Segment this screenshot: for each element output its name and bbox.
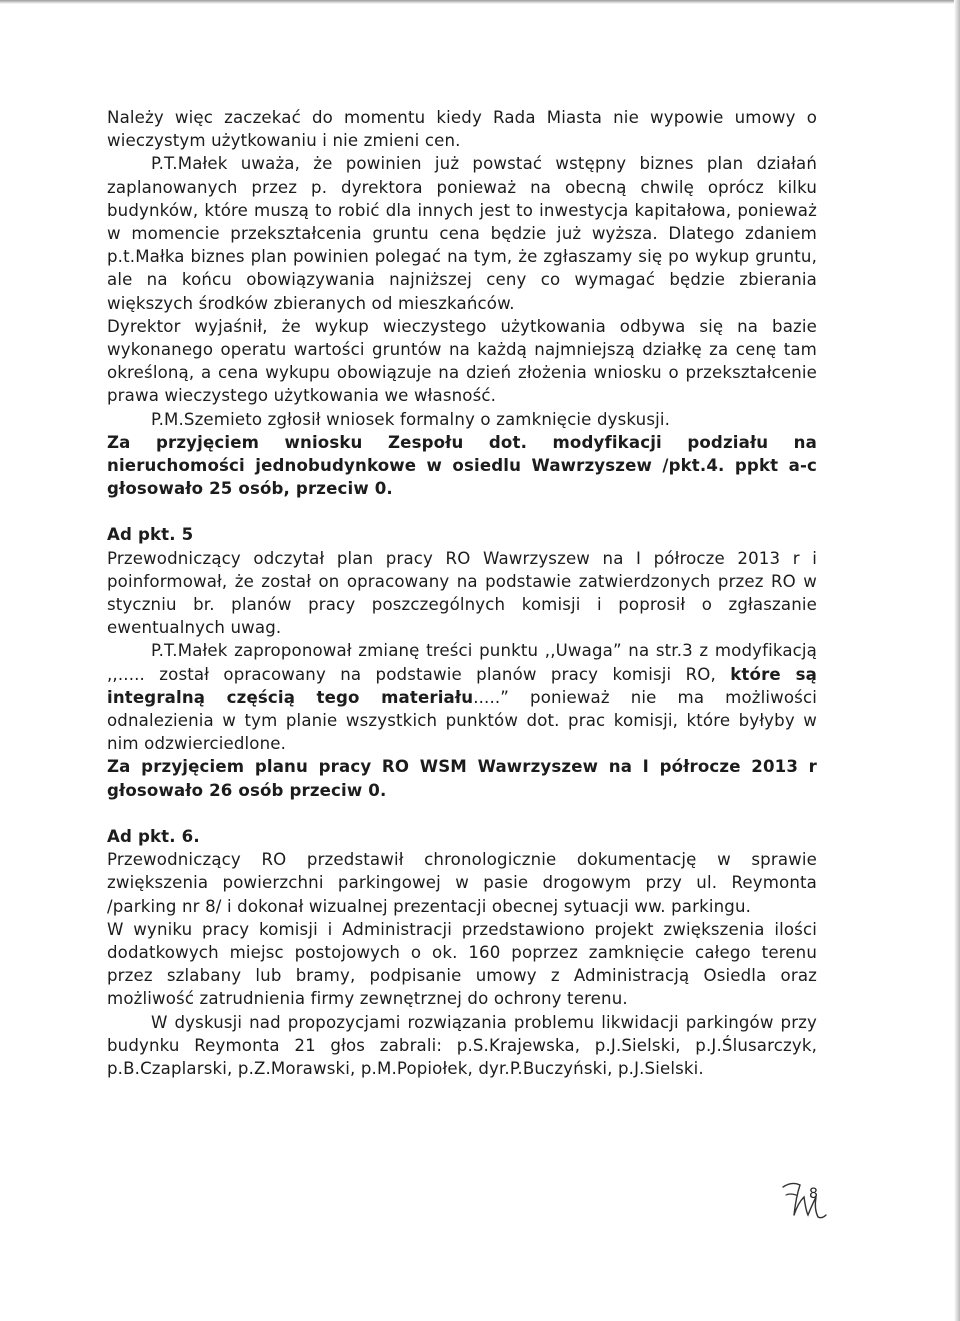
handwritten-initials [778,1175,828,1225]
spacer [107,802,817,825]
scan-edge-top [0,0,960,4]
paragraph-3: Dyrektor wyjaśnił, że wykup wieczystego użytkowania odbywa się na bazie wykonanego operatu wartości gruntów na każdą najmniejszą działkę za cenę tam określoną, a cena wykupu obowiązuje na dzień złożenia wniosku o przekształcenie prawa wieczystego użytkowania we własność. [107,316,817,406]
paragraph-5: Przewodniczący odczytał plan pracy RO Wawrzyszew na I półrocze 2013 r i poinformował, że został on opracowany na podstawie zatwierdzonych przez RO w styczniu br. planów pracy poszczególnych komisji i poprosił o zgłaszanie ewentualnych uwag. [107,548,817,638]
spacer [107,500,817,523]
scan-edge-right [954,0,960,1321]
vote-result-1: Za przyjęciem wniosku Zespołu dot. modyfikacji podziału na nieruchomości jednobudynkowe w osiedlu Wawrzyszew /pkt.4. ppkt a-c głosowało 25 osób, przeciw 0. [107,432,817,499]
section-heading-pkt5: Ad pkt. 5 [107,525,194,545]
page-number: 8 [809,1186,818,1202]
paragraph-6-bold: które są integralną częścią tego materiału [107,664,817,707]
paragraph-6 [107,639,817,755]
section-heading-pkt6: Ad pkt. 6. [107,826,200,846]
vote-result-2: Za przyjęciem planu pracy RO WSM Wawrzyszew na I półrocze 2013 r głosowało 26 osób przeciw 0. [107,757,817,800]
paragraph-2: P.T.Małek uważa, że powinien już powstać wstępny biznes plan działań zaplanowanych przez p. dyrektora ponieważ na obecną chwilę oprócz kilku budynków, które muszą to robić dla innych jest to inwestycja kapitałowa, ponieważ w momencie przekształcenia gruntu cena będzie już wyższa. Dlatego zdaniem p.t.Małka biznes plan powinien polegać na tym, że zgłaszamy się po wykup gruntu, ale na końcu obowiązywania najniższej ceny co wymagać będzie zbierania większych środków zbieranych od mieszkańców. [107,154,817,313]
paragraph-4: P.M.Szemieto zgłosił wniosek formalny o zamknięcie dyskusji. [151,409,671,429]
document-body [107,106,817,1080]
paragraph-1: Należy więc zaczekać do momentu kiedy Rada Miasta nie wypowie umowy o wieczystym użytkowaniu i nie zmieni cen. [107,108,817,151]
paragraph-8: W wyniku pracy komisji i Administracji przedstawiono projekt zwiększenia ilości dodatkowych miejsc postojowych o ok. 160 poprzez zamknięcie całego terenu przez szlabany lub bramy, podpisanie umowy z Administracją Osiedla oraz możliwość zatrudnienia firmy zewnętrznej do ochrony terenu. [107,919,817,1009]
paragraph-6-start: P.T.Małek zaproponował zmianę treści punktu ,,Uwaga” na str.3 z modyfikacją ,,..... został opracowany na podstawie planów pracy komisji RO, [107,641,817,684]
paragraph-6-end: .....” ponieważ nie ma możliwości odnalezienia w tym planie wszystkich punktów dot. prac komisji, które byłyby w nim odzwierciedlone. [107,687,817,754]
paragraph-9: W dyskusji nad propozycjami rozwiązania problemu likwidacji parkingów przy budynku Reymonta 21 głos zabrali: p.S.Krajewska, p.J.Sielski, p.J.Ślusarczyk, p.B.Czaplarski, p.Z.Morawski, p.M.Popiołek, dyr.P.Buczyński, p.J.Sielski. [107,1012,817,1078]
paragraph-7: Przewodniczący RO przedstawił chronologicznie dokumentację w sprawie zwiększenia powierzchni parkingowej w pasie drogowym przy ul. Reymonta /parking nr 8/ i dokonał wizualnej prezentacji obecnej sytuacji ww. parkingu. [107,850,817,916]
